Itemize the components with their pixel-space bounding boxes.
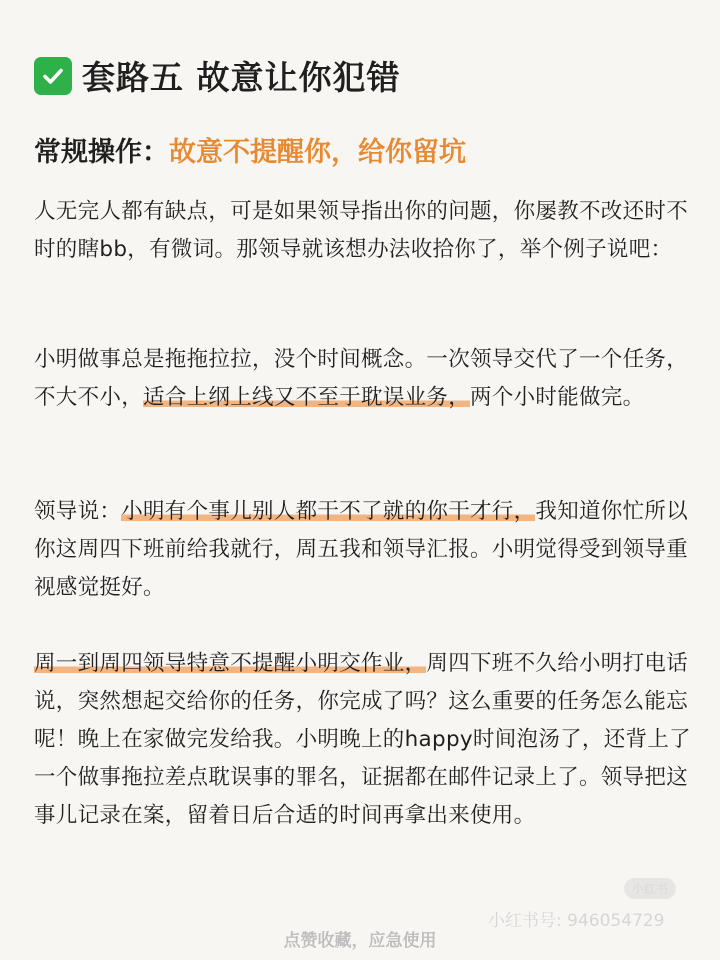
subtitle-accent: 故意不提醒你，给你留坑 bbox=[169, 137, 466, 168]
section-title bbox=[34, 52, 401, 99]
watermark-logo: 小红书 bbox=[624, 878, 676, 899]
paragraph-leader-says-text: 领导说： bbox=[34, 499, 122, 524]
paragraph-task-text: 小明做事总是拖拖拉拉，没个时间概念。一次领导交代了一个任务，不大不小， bbox=[34, 347, 689, 410]
paragraph-leader-says-text-end: 我知道你忙所以你这周四下班前给我就行，周五我和领导汇报。小明觉得受到领导重视感觉挺好。 bbox=[34, 499, 689, 600]
paragraph-intro-text: 人无完人都有缺点，可是如果领导指出你的问题，你屡教不改还时不时的瞎bb，有微词。那领导就该想办法收拾你了，举个例子说吧： bbox=[34, 199, 689, 262]
highlighted-text: 适合上纲上线又不至于耽误业务， bbox=[143, 385, 471, 410]
highlighted-text: 小明有个事儿别人都干不了就的你干才行， bbox=[121, 499, 536, 524]
highlighted-text: 周一到周四领导特意不提醒小明交作业， bbox=[34, 651, 427, 676]
paragraph-outcome-text: 周四下班不久给小明打电话说，突然想起交给你的任务，你完成了吗？这么重要的任务怎么能忘呢！晚上在家做完发给我。小明晚上的happy时间泡汤了，还背上了一个做事拖拉差点耽误事的罪名，证据都在邮件记录上了。领导把这事儿记录在案，留着日后合适的时间再拿出来使用。 bbox=[34, 651, 691, 828]
subtitle-label: 常规操作： bbox=[34, 137, 169, 168]
paragraph-leader-says bbox=[34, 493, 694, 607]
paragraph-task-text-end: 两个小时能做完。 bbox=[470, 385, 645, 410]
paragraph-outcome bbox=[34, 645, 694, 835]
subtitle bbox=[34, 130, 466, 169]
check-mark-icon bbox=[34, 57, 72, 95]
footer-caption: 点赞收藏，应急使用 bbox=[283, 931, 437, 951]
paragraph-intro bbox=[34, 193, 694, 269]
watermark-id: 小红书号: 946054729 bbox=[488, 911, 665, 931]
paragraph-task bbox=[34, 341, 694, 417]
section-title-text: 套路五 故意让你犯错 bbox=[82, 58, 401, 97]
